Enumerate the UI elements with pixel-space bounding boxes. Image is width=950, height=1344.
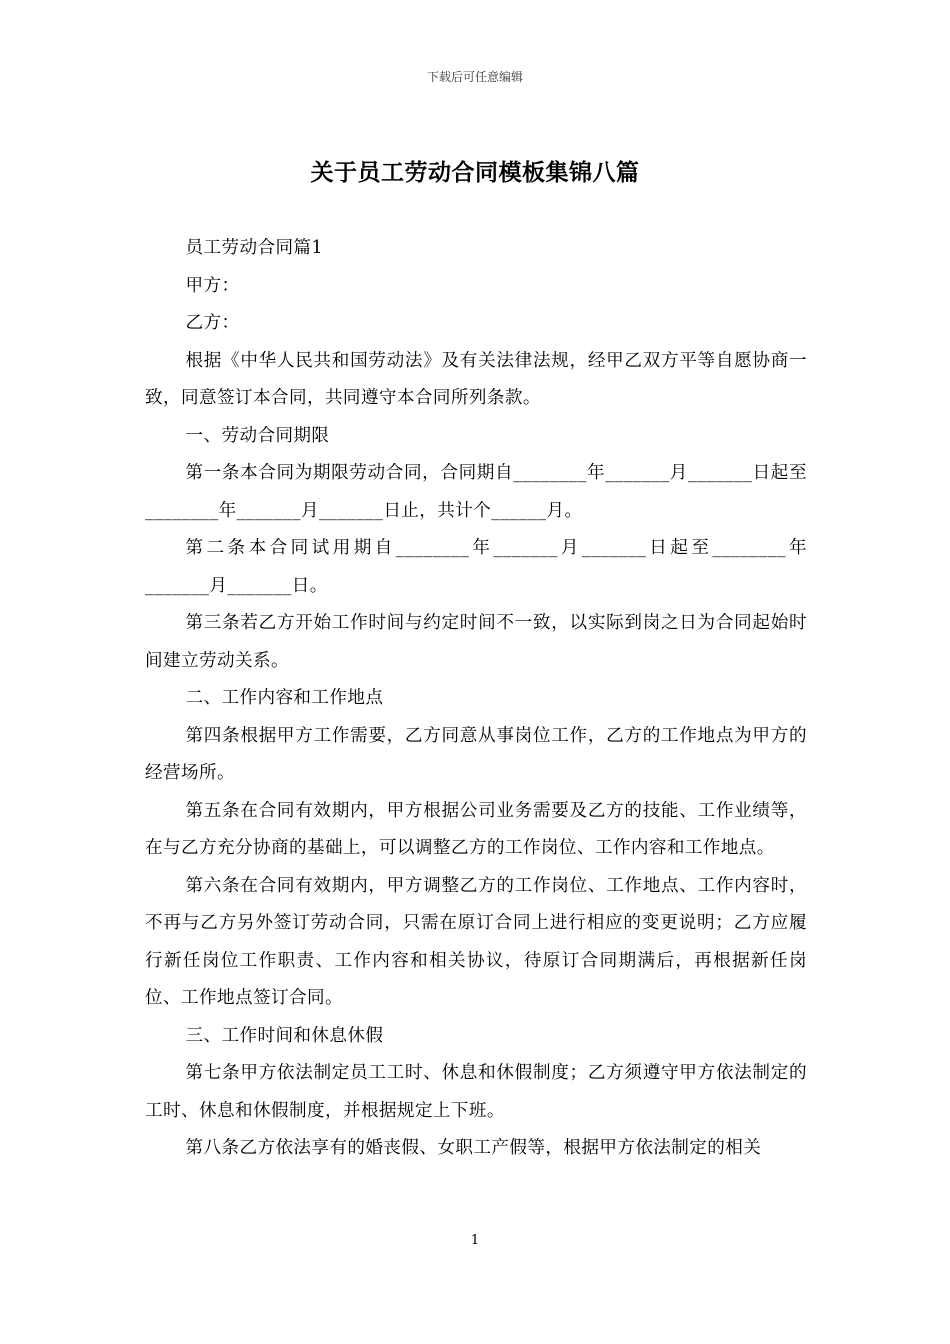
paragraph: 第六条在合同有效期内，甲方调整乙方的工作岗位、工作地点、工作内容时，不再与乙方另外签订劳动合同，只需在原订合同上进行相应的变更说明；乙方应履行新任岗位工作职责、工作内容和相关协议，待原订合同期满后，再根据新任岗位、工作地点签订合同。: [145, 875, 807, 1008]
paragraph: 第一条本合同为期限劳动合同，合同期自________年_______月_______日起至________年_______月_______日止，共计个______月。: [145, 463, 807, 521]
header-note: 下载后可任意编辑: [426, 70, 523, 84]
paragraph: 第七条甲方依法制定员工工时、休息和休假制度；乙方须遵守甲方依法制定的工时、休息和休假制度，并根据规定上下班。: [145, 1063, 807, 1121]
paragraph: 第四条根据甲方工作需要，乙方同意从事岗位工作，乙方的工作地点为甲方的经营场所。: [145, 725, 807, 783]
paragraph: 第五条在合同有效期内，甲方根据公司业务需要及乙方的技能、工作业绩等，在与乙方充分协商的基础上，可以调整乙方的工作岗位、工作内容和工作地点。: [145, 800, 807, 858]
page-number: 1: [470, 1233, 480, 1248]
paragraph: 根据《中华人民共和国劳动法》及有关法律法规，经甲乙双方平等自愿协商一致，同意签订本合同，共同遵守本合同所列条款。: [145, 350, 807, 408]
section-heading: 二、工作内容和工作地点: [185, 688, 384, 708]
section-heading: 员工劳动合同篇1: [185, 238, 324, 258]
document-title: 关于员工劳动合同模板集锦八篇: [310, 160, 640, 186]
section-heading: 一、劳动合同期限: [185, 425, 330, 446]
section-heading: 三、工作时间和休息休假: [185, 1025, 384, 1046]
party-a-label: 甲方：: [185, 275, 240, 296]
paragraph: 第二条本合同试用期自________年_______月_______日起至________年_______月_______日。: [145, 538, 807, 596]
document-body: [145, 230, 807, 1168]
paragraph: 第八条乙方依法享有的婚丧假、女职工产假等，根据甲方依法制定的相关: [185, 1138, 762, 1158]
party-b-label: 乙方：: [185, 313, 240, 333]
paragraph: 第三条若乙方开始工作时间与约定时间不一致，以实际到岗之日为合同起始时间建立劳动关系。: [145, 613, 807, 671]
